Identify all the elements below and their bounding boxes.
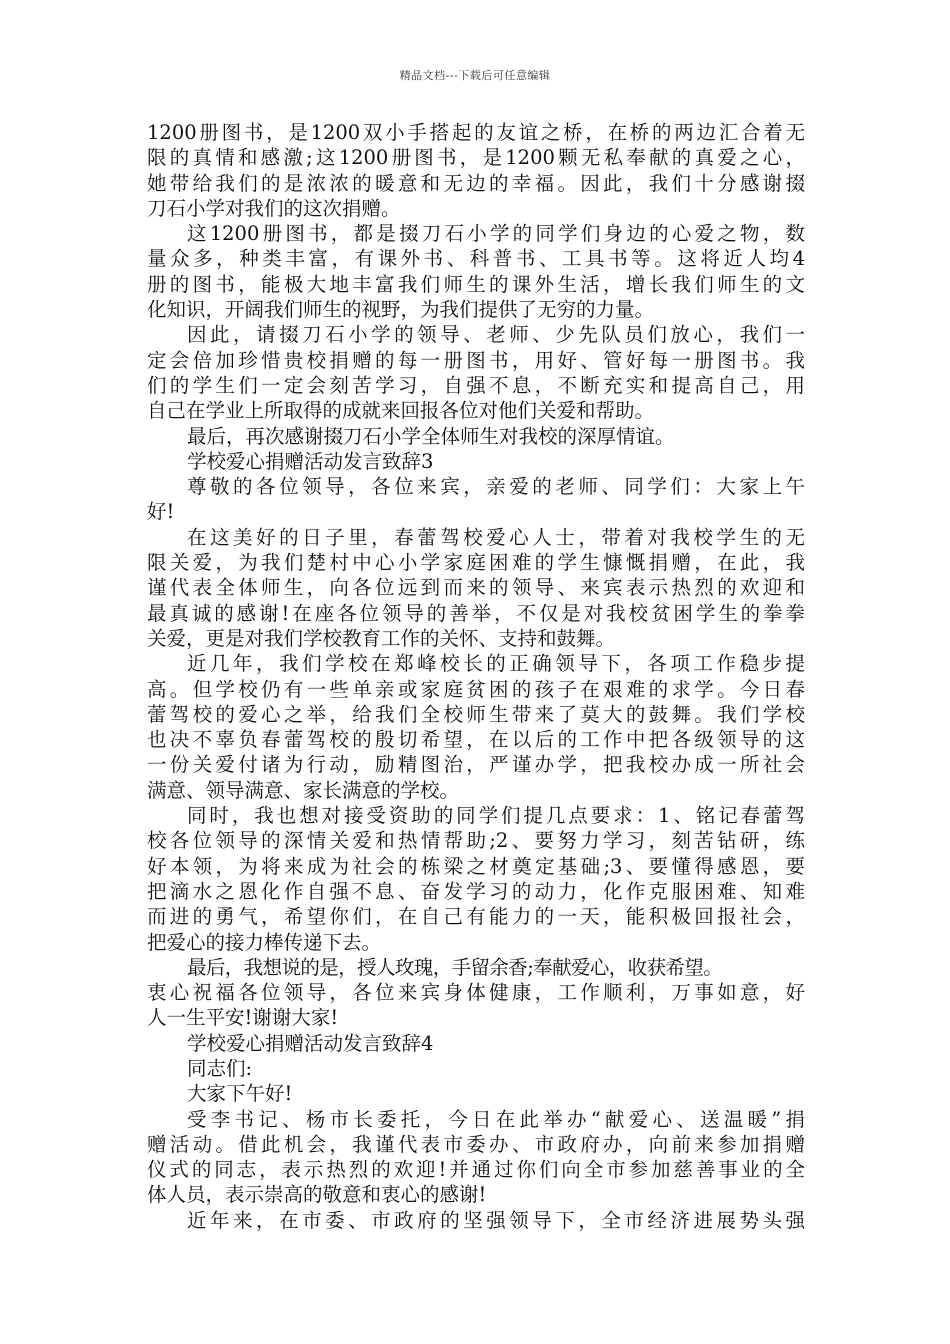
- text-line: 蕾驾校的爱心之举，给我们全校师生带来了莫大的鼓舞。我们学校: [147, 702, 805, 726]
- text-line: 刀石小学对我们的这次捐赠。: [147, 196, 401, 220]
- text-line: 而进的勇气，希望你们，在自己有能力的一天，能积极回报社会，: [147, 905, 805, 929]
- text-line: 学校爱心捐赠活动发言致辞3: [187, 449, 434, 473]
- text-line: 校各位领导的深情关爱和热情帮助;2、要努力学习，刻苦钻研，练: [147, 829, 805, 853]
- text-line: 自己在学业上所取得的成就来回报各位对他们关爱和帮助。: [147, 399, 655, 423]
- text-line: 赠活动。借此机会，我谨代表市委办、市政府办，向前来参加捐赠: [147, 1132, 805, 1156]
- text-line: 好!: [147, 500, 175, 524]
- text-line: 限的真情和感激;这1200册图书，是1200颗无私奉献的真爱之心，: [147, 146, 805, 170]
- text-line: 们的学生们一定会刻苦学习，自强不息，不断充实和提高自己，用: [147, 373, 805, 397]
- text-line: 在这美好的日子里，春蕾驾校爱心人士，带着对我校学生的无: [187, 525, 805, 549]
- text-line: 高。但学校仍有一些单亲或家庭贫困的孩子在艰难的求学。今日春: [147, 677, 805, 701]
- text-line: 人一生平安!谢谢大家!: [147, 1006, 339, 1030]
- text-line: 受李书记、杨市长委托，今日在此举办“献爱心、送温暖”捐: [187, 1107, 805, 1131]
- text-line: 因此，请掇刀石小学的领导、老师、少先队员们放心，我们一: [187, 323, 805, 347]
- text-line: 把滴水之恩化作自强不息、奋发学习的动力，化作克服困难、知难: [147, 879, 805, 903]
- text-line: 最真诚的感谢!在座各位领导的善举，不仅是对我校贫困学生的拳拳: [147, 601, 805, 625]
- text-line: 衷心祝福各位领导，各位来宾身体健康，工作顺利，万事如意，好: [147, 981, 805, 1005]
- text-line: 这1200册图书，都是掇刀石小学的同学们身边的心爱之物，数: [187, 222, 805, 246]
- text-line: 尊敬的各位领导，各位来宾，亲爱的老师、同学们：大家上午: [187, 475, 805, 499]
- text-line: 好本领，为将来成为社会的栋梁之材奠定基础;3、要懂得感恩，要: [147, 854, 805, 878]
- text-line: 1200册图书，是1200双小手搭起的友谊之桥，在桥的两边汇合着无: [147, 121, 805, 144]
- text-line: 定会倍加珍惜贵校捐赠的每一册图书，用好、管好每一册图书。我: [147, 348, 805, 372]
- text-line: 同时，我也想对接受资助的同学们提几点要求：1、铭记春蕾驾: [187, 804, 805, 828]
- text-line: 满意、领导满意、家长满意的学校。: [147, 778, 460, 802]
- text-line: 近几年，我们学校在郑峰校长的正确领导下，各项工作稳步提: [187, 652, 805, 676]
- text-line: 体人员，表示崇高的敬意和衷心的感谢!: [147, 1183, 487, 1207]
- text-line: 仪式的同志，表示热烈的欢迎!并通过你们向全市参加慈善事业的全: [147, 1158, 805, 1182]
- text-line: 谨代表全体师生，向各位远到而来的领导、来宾表示热烈的欢迎和: [147, 576, 805, 600]
- text-line: 把爱心的接力棒传递下去。: [147, 930, 382, 954]
- text-line: 也决不辜负春蕾驾校的殷切希望，在以后的工作中把各级领导的这: [147, 728, 805, 752]
- page-header: 精品文档---下载后可任意编辑: [399, 69, 551, 82]
- text-line: 化知识，开阔我们师生的视野，为我们提供了无穷的力量。: [147, 298, 655, 322]
- text-line: 册的图书，能极大地丰富我们师生的课外生活，增长我们师生的文: [147, 272, 805, 296]
- text-line: 一份关爱付诸为行动，励精图治，严谨办学，把我校办成一所社会: [147, 753, 805, 777]
- text-line: 最后，再次感谢掇刀石小学全体师生对我校的深厚情谊。: [187, 424, 675, 448]
- document-body: [147, 120, 805, 1233]
- text-line: 最后，我想说的是，授人玫瑰，手留余香;奉献爱心，收获希望。: [187, 955, 723, 979]
- text-line: 她带给我们的是浓浓的暖意和无边的幸福。因此，我们十分感谢掇: [147, 171, 805, 195]
- text-line: 大家下午好!: [187, 1082, 293, 1106]
- text-line: 近年来，在市委、市政府的坚强领导下，全市经济进展势头强: [187, 1208, 805, 1232]
- text-line: 限关爱，为我们楚村中心小学家庭困难的学生慷慨捐赠，在此，我: [147, 551, 805, 575]
- text-line: 关爱，更是对我们学校教育工作的关怀、支持和鼓舞。: [147, 626, 616, 650]
- text-line: 学校爱心捐赠活动发言致辞4: [187, 1031, 434, 1055]
- text-line: 量众多，种类丰富，有课外书、科普书、工具书等。这将近人均4: [147, 247, 805, 271]
- text-line: 同志们:: [187, 1056, 253, 1080]
